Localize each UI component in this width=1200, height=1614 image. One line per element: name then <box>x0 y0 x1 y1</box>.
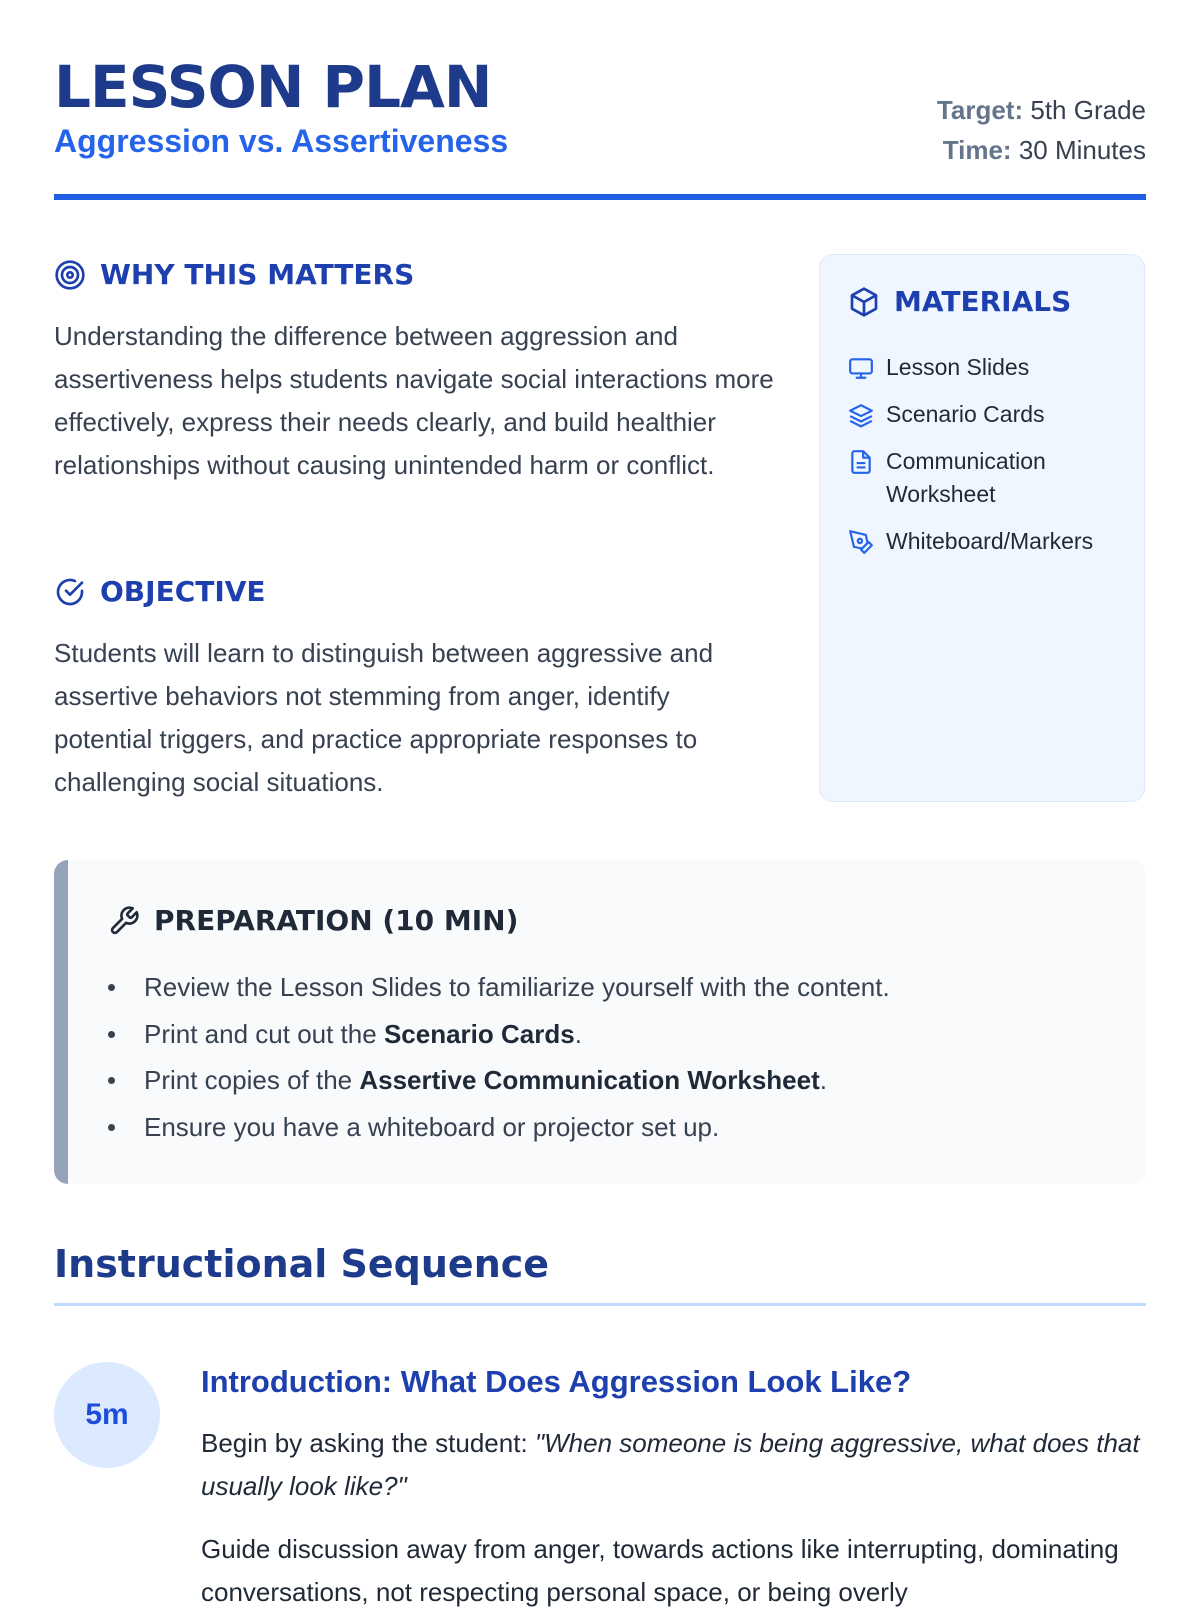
target-icon <box>54 259 86 291</box>
monitor-icon <box>848 355 874 381</box>
target-row <box>937 90 1146 130</box>
step-guide: Guide discussion away from anger, towards actions like interrupting, dominating conversations, not respecting personal space, or being overly <box>201 1534 1119 1607</box>
prep-text: Print copies of the <box>144 1065 360 1095</box>
time-value: 30 Minutes <box>1018 135 1146 165</box>
list-item <box>848 398 1138 431</box>
prep-text: Review the Lesson Slides to familiarize yourself with the content. <box>144 972 890 1002</box>
step-title: Introduction: What Does Aggression Look Like? <box>201 1364 912 1399</box>
sequence-heading: Instructional Sequence <box>54 1242 550 1286</box>
page-subtitle: Aggression vs. Assertiveness <box>54 123 509 159</box>
objective-heading-label: OBJECTIVE <box>100 575 266 608</box>
prep-text-end: . <box>574 1018 582 1049</box>
header-divider <box>54 194 1146 200</box>
objective-text: Students will learn to distinguish between aggressive and assertive behaviors not stemming from anger, identify potential triggers, and practice appropriate responses to challenging social situations. <box>54 638 714 797</box>
header <box>54 52 1146 202</box>
step-duration-badge: 5m <box>54 1362 160 1468</box>
material-label: Whiteboard/Markers <box>886 528 1094 554</box>
preparation-heading <box>108 904 518 937</box>
check-circle-icon <box>54 576 86 608</box>
list-item <box>106 1104 1106 1151</box>
document-icon <box>848 449 874 475</box>
preparation-heading-label: PREPARATION (10 MIN) <box>154 904 519 937</box>
preparation-list <box>106 964 1106 1150</box>
box-icon <box>848 286 880 318</box>
sequence-divider <box>54 1303 1146 1306</box>
list-item <box>106 964 1106 1011</box>
wrench-icon <box>108 905 140 937</box>
why-heading <box>54 258 414 291</box>
list-item <box>106 1057 1106 1104</box>
lesson-meta <box>937 90 1146 170</box>
prep-text: Print and cut out the <box>144 1018 384 1049</box>
prep-bold-text: Assertive Communication Worksheet <box>359 1065 820 1095</box>
materials-list <box>848 351 1138 572</box>
pen-tool-icon <box>848 529 874 555</box>
material-label: Scenario Cards <box>886 401 1045 427</box>
material-label: Lesson Slides <box>886 354 1030 380</box>
list-item <box>848 351 1138 384</box>
page-title: LESSON PLAN <box>54 53 492 121</box>
materials-heading-label: MATERIALS <box>894 285 1072 318</box>
material-label: Communication Worksheet <box>886 448 1046 507</box>
preparation-accent-bar <box>54 860 68 1184</box>
list-item <box>106 1011 1106 1058</box>
target-value: 5th Grade <box>1030 95 1146 125</box>
preparation-box <box>54 860 1146 1184</box>
materials-heading <box>848 285 1071 318</box>
list-item <box>848 445 1138 511</box>
why-text: Understanding the difference between aggression and assertiveness helps students navigate social interactions more effectively, express their needs clearly, and build healthier relationships without causing unintended harm or conflict. <box>54 321 774 480</box>
prep-bold-text: Scenario Cards <box>383 1018 575 1049</box>
step-intro <box>201 1422 1146 1508</box>
objective-heading <box>54 575 266 608</box>
list-item <box>848 525 1138 558</box>
step-quote: "When someone is being aggressive, what does that usually look like?" <box>201 1428 1140 1501</box>
step-intro-text: Begin by asking the student: <box>201 1428 535 1458</box>
time-row <box>937 130 1146 170</box>
prep-text-end: . <box>819 1065 827 1095</box>
layers-icon <box>848 402 874 428</box>
prep-text: Ensure you have a whiteboard or projector set up. <box>144 1111 720 1142</box>
why-heading-label: WHY THIS MATTERS <box>100 258 415 291</box>
time-label: Time: <box>942 135 1012 165</box>
target-label: Target: <box>936 95 1024 125</box>
materials-card <box>819 254 1145 802</box>
